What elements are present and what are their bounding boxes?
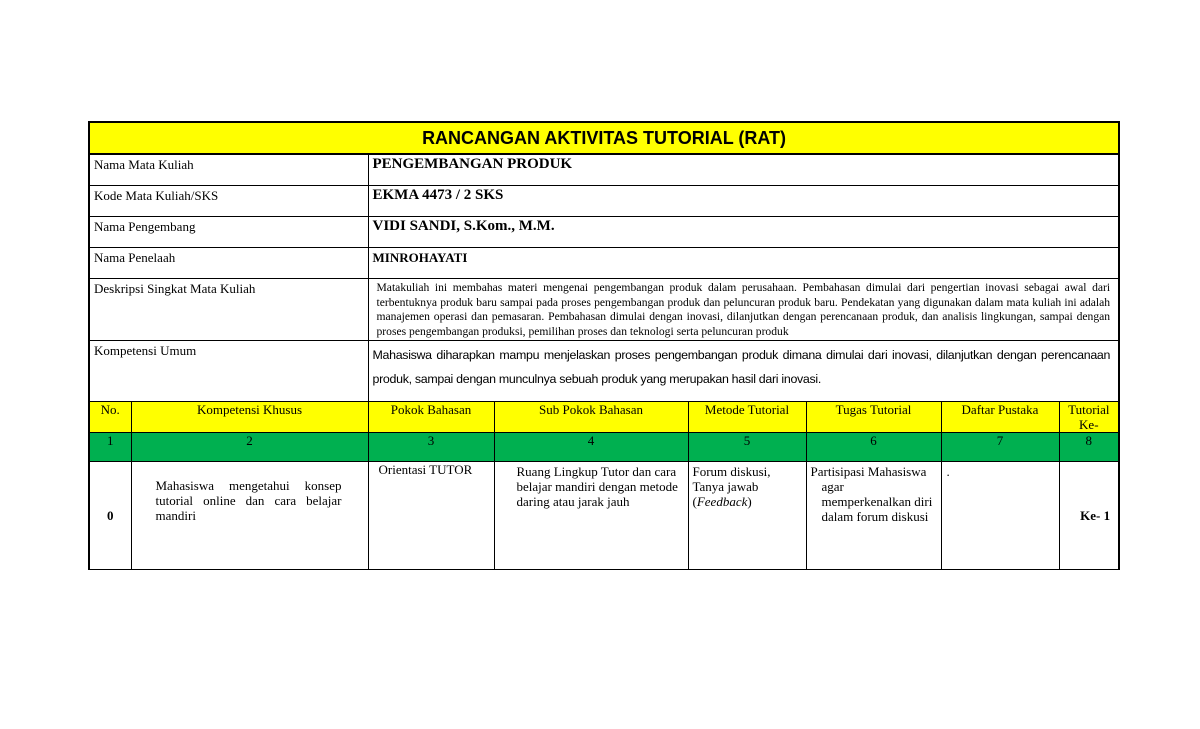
column-header-metode-tutorial: Metode Tutorial [688, 402, 806, 433]
column-number-5: 5 [688, 433, 806, 462]
column-header-tugas-tutorial: Tugas Tutorial [806, 402, 941, 433]
description-value: Matakuliah ini membahas materi mengenai pengembangan produk dalam perusahaan. Pembahasan dimulai dari pengertian inovasi sebagai awal dari terbentuknya produk baru sampai pada proses pengembangan produk dan peluncuran produk baru. Pendekatan yang digunakan dalam mata kuliah ini adalah manajemen operasi dan pemasaran. Pembahasan dimulai dengan inovasi, dilanjutkan dengan perencanaan produk, dan analisis lingkungan, sampai dengan proses pengembangan produksi, pemilihan proses dan teknologi serta peluncuran produk [368, 279, 1119, 341]
row-no: 0 [89, 462, 131, 570]
column-number-3: 3 [368, 433, 494, 462]
general-competency-value: Mahasiswa diharapkan mampu menjelaskan proses pengembangan produk dimana dimulai dari inovasi, dilanjutkan dengan perencanaan produk, sampai dengan munculnya sebuah produk yang merupakan hasil dari inovasi. [368, 341, 1119, 402]
column-header-no: No. [89, 402, 131, 433]
column-number-row [89, 433, 1119, 462]
column-header-pokok-bahasan: Pokok Bahasan [368, 402, 494, 433]
column-number-7: 7 [941, 433, 1059, 462]
row-tugas-tutorial [806, 462, 941, 570]
metode-close-paren: ) [747, 494, 752, 509]
column-header-row [89, 402, 1119, 433]
reviewer-value: MINROHAYATI [368, 248, 1119, 279]
metode-line-1: Forum diskusi, [692, 464, 771, 479]
course-code-label: Kode Mata Kuliah/SKS [89, 186, 368, 217]
developer-value: VIDI SANDI, S.Kom., M.M. [368, 217, 1119, 248]
column-header-kompetensi-khusus: Kompetensi Khusus [131, 402, 368, 433]
rat-table [88, 121, 1120, 570]
metode-feedback: Feedback [696, 494, 748, 509]
general-competency-label: Kompetensi Umum [89, 341, 368, 402]
row-sub-pokok-bahasan: Ruang Lingkup Tutor dan cara belajar mandiri dengan metode daring atau jarak jauh [494, 462, 688, 570]
tugas-line-2: agar [821, 479, 844, 494]
course-name-label: Nama Mata Kuliah [89, 154, 368, 186]
tugas-line-1: Partisipasi Mahasiswa [810, 464, 927, 479]
column-header-sub-pokok-bahasan: Sub Pokok Bahasan [494, 402, 688, 433]
row-tutorial-ke: Ke- 1 [1059, 462, 1119, 570]
column-number-8: 8 [1059, 433, 1119, 462]
course-name-value: PENGEMBANGAN PRODUK [368, 154, 1119, 186]
tugas-line-4: dalam forum diskusi [821, 509, 929, 524]
column-number-4: 4 [494, 433, 688, 462]
course-code-value: EKMA 4473 / 2 SKS [368, 186, 1119, 217]
table-row [89, 462, 1119, 570]
reviewer-label: Nama Penelaah [89, 248, 368, 279]
row-metode-tutorial [688, 462, 806, 570]
tugas-line-3: memperkenalkan diri [821, 494, 933, 509]
document-title: RANCANGAN AKTIVITAS TUTORIAL (RAT) [89, 122, 1119, 154]
column-header-daftar-pustaka: Daftar Pustaka [941, 402, 1059, 433]
row-kompetensi-khusus: Mahasiswa mengetahui konsep tutorial online dan cara belajar mandiri [131, 462, 368, 570]
row-pokok-bahasan: Orientasi TUTOR [368, 462, 494, 570]
column-header-tutorial-ke: Tutorial Ke- [1059, 402, 1119, 433]
metode-line-2: Tanya jawab [692, 479, 759, 494]
description-label: Deskripsi Singkat Mata Kuliah [89, 279, 368, 341]
metode-open-paren: ( [692, 494, 697, 509]
column-number-6: 6 [806, 433, 941, 462]
row-daftar-pustaka: . [941, 462, 1059, 570]
column-number-1: 1 [89, 433, 131, 462]
column-number-2: 2 [131, 433, 368, 462]
developer-label: Nama Pengembang [89, 217, 368, 248]
